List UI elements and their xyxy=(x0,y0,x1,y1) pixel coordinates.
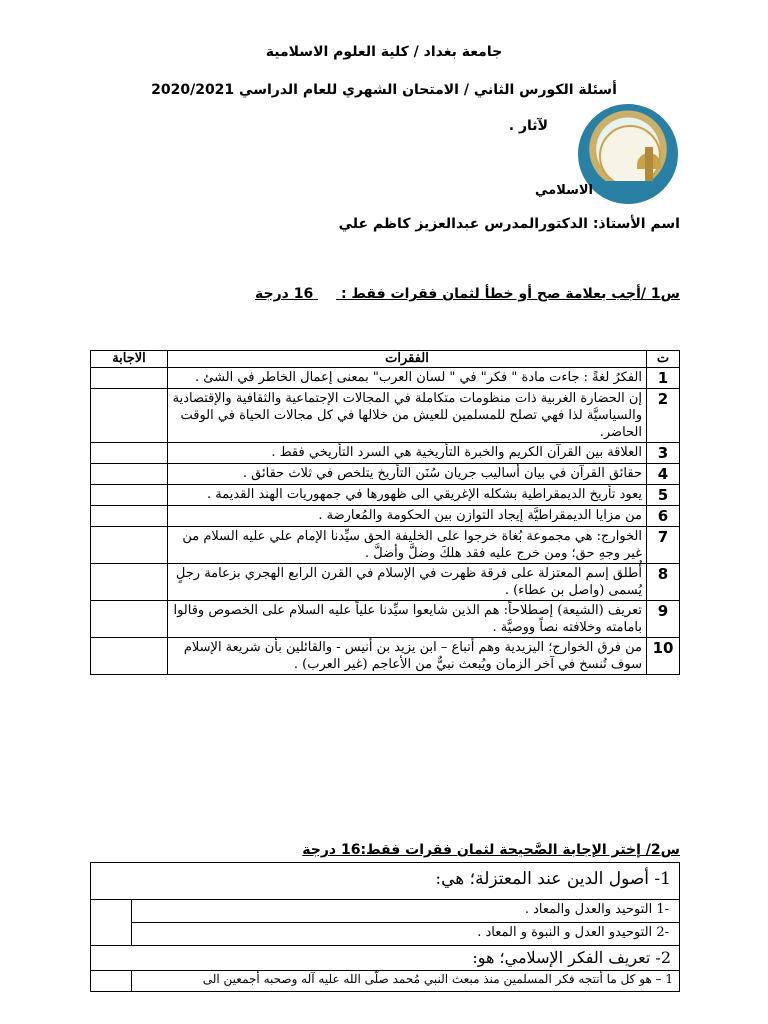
answer-cell[interactable] xyxy=(91,389,168,443)
table-row xyxy=(91,564,680,601)
row-number: 4 xyxy=(647,464,680,485)
teacher-name: اسم الأستاذ: الدكتورالمدرس عبدالعزيز كاظم علي xyxy=(338,216,680,232)
row-number: 6 xyxy=(647,506,680,527)
logo-emblem xyxy=(599,125,661,187)
list-item[interactable] xyxy=(132,900,679,923)
answer-cell[interactable] xyxy=(91,601,168,638)
list-item[interactable] xyxy=(132,971,679,991)
table-row xyxy=(91,485,680,506)
answer-cell[interactable] xyxy=(91,464,168,485)
table-row xyxy=(91,389,680,443)
university-logo xyxy=(578,104,678,204)
row-number: 7 xyxy=(647,527,680,564)
q2-options-1 xyxy=(131,900,679,945)
row-number: 1 xyxy=(647,368,680,389)
q2-box xyxy=(90,862,680,992)
q1-heading xyxy=(255,286,680,302)
q2-stem-1: 1- أصول الدين عند المعتزلة؛ هي: xyxy=(435,869,671,889)
table-row xyxy=(91,443,680,464)
table-row xyxy=(91,638,680,675)
row-text: تعريف (الشيعة) إصطلاحاً: هم الذين شايعوا سيِّدنا علياً عليه السلام على الخصوص وقالوا بامامته وخلافته نصاً ووصيَّة . xyxy=(168,601,647,638)
row-number: 2 xyxy=(647,389,680,443)
row-text: يعود تأريخ الديمقراطية بشكله الإغريقي الى ظهورها في جمهوريات الهند القديمة . xyxy=(168,485,647,506)
row-number: 10 xyxy=(647,638,680,675)
list-item[interactable] xyxy=(132,923,679,945)
col-items-header: الفقرات xyxy=(168,351,647,368)
table-row xyxy=(91,506,680,527)
answer-cell[interactable] xyxy=(91,527,168,564)
answer-cell[interactable] xyxy=(91,506,168,527)
row-text: من مزايا الديمقراطيَّة إيجاد التوازن بين الحكومة والمُعارضة . xyxy=(168,506,647,527)
row-number: 8 xyxy=(647,564,680,601)
q1-score: 16 درجة xyxy=(255,286,314,302)
table-row xyxy=(91,368,680,389)
col-answer-header: الاجابة xyxy=(91,351,168,368)
row-text: العلاقة بين القرآن الكريم والخبرة التأريخية هي السرد التأريخي فقط . xyxy=(168,443,647,464)
col-num-header: ت xyxy=(647,351,680,368)
exam-title: أسئلة الكورس الثاني / الامتحان الشهري للعام الدراسي 2020/2021 xyxy=(151,82,617,98)
logo-ribbon xyxy=(603,181,655,193)
q2-item-stem xyxy=(91,863,679,900)
answer-cell[interactable] xyxy=(91,564,168,601)
q2-item-stem xyxy=(91,945,679,971)
option-text: 1 – هو كل ما أنتجه فكر المسلمين منذ مبعث النبي مُحمد صلَّى الله عليه آله وصحبه أجمعين الى xyxy=(202,972,673,986)
answer-cell[interactable] xyxy=(91,443,168,464)
q2-stem-2: 2- تعريف الفكر الإسلامي؛ هو: xyxy=(472,948,671,967)
q2-options-2 xyxy=(131,971,679,991)
option-text: -1 التوحيد والعدل والمعاد . xyxy=(524,902,669,917)
q1-table xyxy=(90,350,680,675)
answer-cell[interactable] xyxy=(91,368,168,389)
row-number: 5 xyxy=(647,485,680,506)
row-text: إن الحضارة الغربية ذات منظومات متكاملة في المجالات الإجتماعية والثقافية والإقتصادية والسياسيَّة لذا فهي تصلح للمسلمين للعيش من خلالها في كل مجالات الحياة في الوقت الحاضر. xyxy=(168,389,647,443)
q2-score: 16 درجة xyxy=(302,842,361,858)
option-text: -2 التوحيدو العدل و النبوة و المعاد . xyxy=(477,925,669,940)
table-row xyxy=(91,527,680,564)
subject-fragment: الاسلامي xyxy=(535,183,593,198)
row-number: 3 xyxy=(647,443,680,464)
table-row xyxy=(91,601,680,638)
answer-cell[interactable] xyxy=(91,638,168,675)
q1-title: س1 /أجب بعلامة صح أو خطأ لثمان فقرات فقط : xyxy=(340,286,680,302)
row-text: أُطلق إسم المعتزلة على فرقة ظهرت في الإسلام في القرن الرابع الهجري بزعامة رجلٍ يُسمى (واصل بن عطاء) . xyxy=(168,564,647,601)
q2-heading xyxy=(302,842,680,858)
table-row xyxy=(91,464,680,485)
university-title: جامعة بغداد / كلية العلوم الاسلامية xyxy=(265,44,503,60)
row-number: 9 xyxy=(647,601,680,638)
row-text: الفكرُ لغةً : جاءت مادة " فكر" في " لسان العرب" بمعنى إعمال الخاطر في الشئ . xyxy=(168,368,647,389)
row-text: من فرق الخوارج؛ اليزيدية وهم أتباع – ابن يزيد بن أنيس - والقائلين بأن شريعة الإسلام سوف تُنسخ في آخر الزمان ويُبعث نبيٌّ من الأعاجم (غير العرب) . xyxy=(168,638,647,675)
row-text: حقائق القرآن في بيان أساليب جريان سُنَن التأريخ يتلخص في ثلاث حقائق . xyxy=(168,464,647,485)
row-text: الخوارج: هي مجموعة بُغاة خرجوا على الخليفة الحق سيِّدنا الإمام علي عليه السلام من غير وجهِ حق؛ ومن خرج عليه فقد هلكَ وضلَّ وأضلَّ . xyxy=(168,527,647,564)
answer-cell[interactable] xyxy=(91,485,168,506)
dept-fragment: لآثار . xyxy=(508,118,548,134)
q2-title: س2/ إختر الإجابة الصَّحيحة لثمان فقرات فقط: xyxy=(360,842,680,858)
